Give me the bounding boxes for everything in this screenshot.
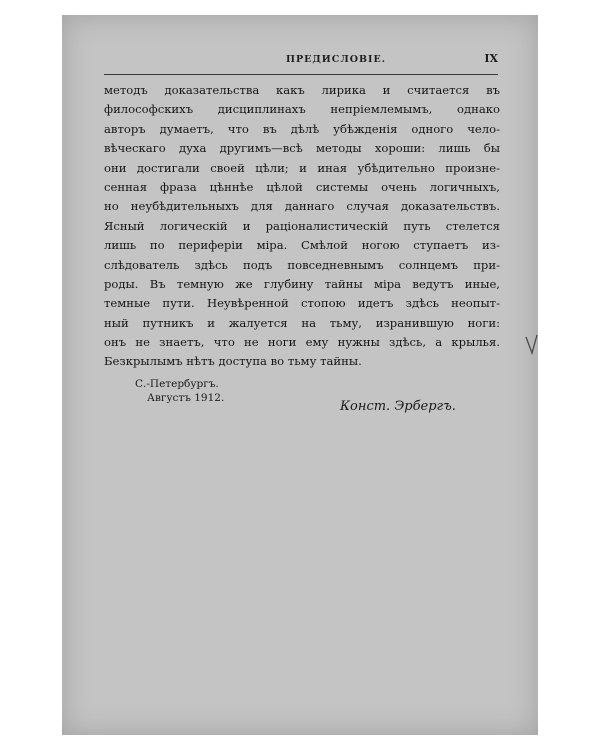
- text-line: слѣдователь здѣсь подъ повседневнымъ солнцемъ при-: [104, 257, 500, 272]
- text-line: сенная фраза цѣннѣе цѣлой системы очень логичныхъ,: [104, 179, 500, 194]
- running-header: [104, 52, 498, 75]
- text-line: методъ доказательства какъ лирика и считается въ: [104, 83, 500, 97]
- text-line: философскихъ дисциплинахъ непріемлемымъ, однако: [104, 102, 500, 117]
- place: С.-Петербургъ.: [135, 378, 219, 390]
- date: Августъ 1912.: [147, 392, 225, 404]
- author-signature: Конст. Эрбергъ.: [340, 399, 456, 414]
- text-line: они достигали своей цѣли; и иная убѣдительно произне-: [104, 160, 500, 175]
- text-line: вѣческаго духа другимъ—всѣ методы хороши: лишь бы: [104, 141, 500, 156]
- header-title: ПРЕДИСЛОВІЕ.: [286, 54, 387, 65]
- page-number: IX: [484, 52, 498, 65]
- text-line: роды. Въ темную же глубину тайны міра ведутъ иные,: [104, 276, 500, 291]
- place-and-date: [135, 377, 224, 405]
- text-line: онъ не знаетъ, что не ноги ему нужны здѣсь, а крылья.: [104, 335, 500, 350]
- text-line: Ясный логическій и раціоналистическій путь стелется: [104, 218, 500, 233]
- text-line: Безкрылымъ нѣтъ доступа во тьму тайны.: [104, 354, 362, 369]
- text-line: лишь по периферіи міра. Смѣлой ногою ступаетъ из-: [104, 238, 500, 253]
- text-line: темные пути. Неувѣренной стопою идетъ здѣсь неопыт-: [104, 296, 500, 311]
- preface-text: [104, 81, 500, 372]
- text-line: ный путникъ и жалуется на тьму, изранившую ноги:: [104, 315, 500, 330]
- text-line: авторъ думаетъ, что въ дѣлѣ убѣжденія одного чело-: [104, 121, 500, 136]
- pencil-mark-icon: [524, 333, 540, 357]
- book-page: [62, 15, 538, 735]
- text-line: но неубѣдительныхъ для даннаго случая доказательствъ.: [104, 199, 500, 214]
